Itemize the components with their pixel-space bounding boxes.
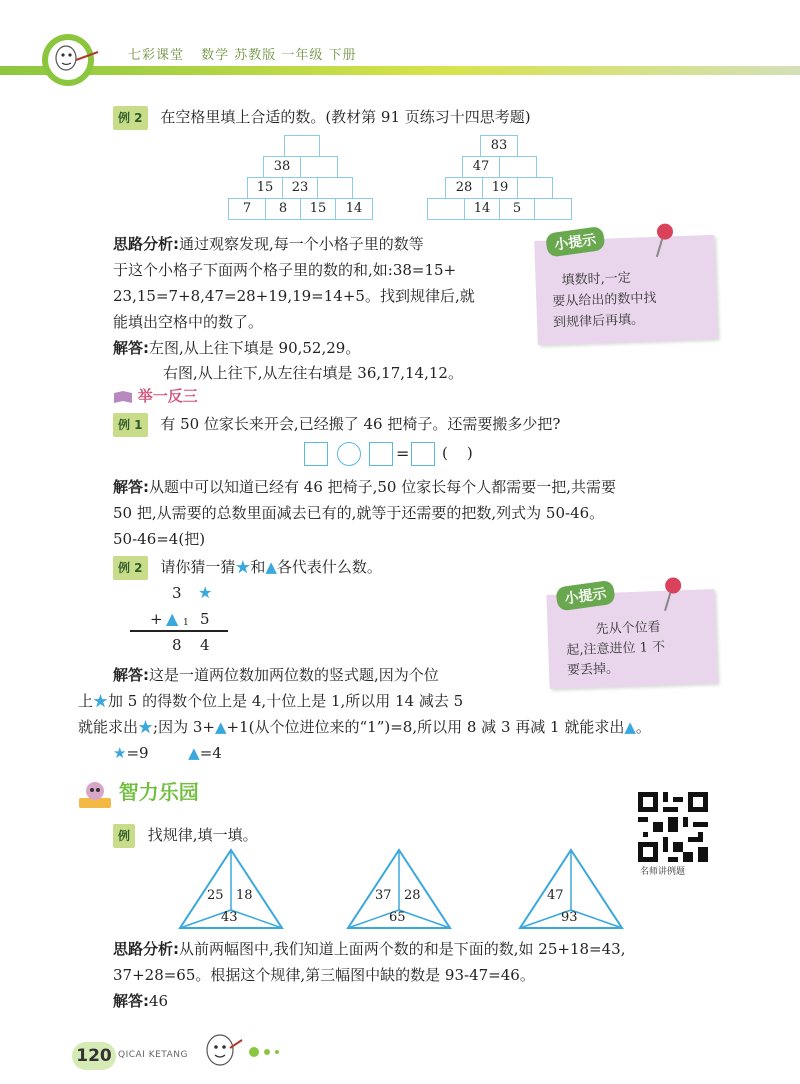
analysis-line: 37+28=65。根据这个规律,第三幅图中缺的数是 93-47=46。 xyxy=(113,966,535,984)
tip-title: 小提示 xyxy=(555,580,616,612)
answer-values xyxy=(113,742,222,764)
ex2b-prompt: 各代表什么数。 xyxy=(276,558,382,576)
answer-box[interactable] xyxy=(304,442,328,466)
pyramid-cell[interactable] xyxy=(300,156,338,178)
answer-line xyxy=(113,664,439,686)
star-icon: ★ xyxy=(235,558,251,576)
number-triangle xyxy=(178,848,284,930)
example-tag: 例 2 xyxy=(113,106,148,130)
pyramid-cell: 7 xyxy=(228,198,266,220)
pyramid-cell: 83 xyxy=(480,135,518,157)
answer-text: 上 xyxy=(78,692,94,710)
ex2b-prompt: 和 xyxy=(250,558,266,576)
pyramid-cell[interactable] xyxy=(284,135,320,157)
answer-box[interactable] xyxy=(369,442,393,466)
pyramid-cell: 47 xyxy=(462,156,500,178)
triangle-icon: ▲ xyxy=(188,744,200,762)
analysis-line xyxy=(113,938,625,960)
answer-line xyxy=(113,476,616,498)
pyramid-cell[interactable] xyxy=(499,156,537,178)
triangle-number: 28 xyxy=(404,888,421,903)
pyramid-cell: 19 xyxy=(482,177,518,199)
pyramid-cell[interactable] xyxy=(427,198,465,220)
pushpin-icon xyxy=(650,220,681,261)
triangle-number: 65 xyxy=(389,910,406,925)
answer-line: 右图,从上往下,从左往右填是 36,17,14,12。 xyxy=(163,364,463,382)
qr-code[interactable] xyxy=(638,792,708,862)
answer-text: 46 xyxy=(149,992,169,1010)
tip-line: 先从个位看 xyxy=(595,619,661,638)
calc-line xyxy=(130,630,228,632)
answer-text: 就能求出 xyxy=(78,718,139,736)
mascot-icon xyxy=(196,1024,286,1074)
triangle-number: 47 xyxy=(547,888,564,903)
star-value: =9 xyxy=(126,744,149,762)
answer-line xyxy=(78,716,651,738)
book-icon xyxy=(113,390,133,404)
pyramid-cell: 28 xyxy=(445,177,483,199)
ex2b-prompt: 请你猜一猜 xyxy=(160,558,236,576)
answer-text: 加 5 的得数个位上是 4,十位上是 1,所以用 14 减去 5 xyxy=(108,692,464,710)
example-tag: 例 1 xyxy=(113,413,148,437)
footer-brand: QICAI KETANG xyxy=(118,1050,188,1060)
triangle-number: 25 xyxy=(207,888,224,903)
operator-circle[interactable] xyxy=(337,442,361,466)
star-icon: ★ xyxy=(113,744,127,762)
answer-text: 从题中可以知道已经有 46 把椅子,50 位家长每个人都需要一把,共需要 xyxy=(149,478,617,496)
star-icon: ★ xyxy=(93,692,109,710)
reading-owl-icon xyxy=(76,780,114,810)
tip-note xyxy=(534,231,718,345)
tip-note xyxy=(546,585,717,689)
analysis-line: 能填出空格中的数了。 xyxy=(113,313,264,331)
answer-text: 这是一道两位数加两位数的竖式题,因为个位 xyxy=(149,666,439,684)
pyramid-cell: 15 xyxy=(300,198,336,220)
tip-line: 要丢掉。 xyxy=(566,661,620,679)
answer-line xyxy=(113,337,360,359)
triangle-number: 18 xyxy=(236,888,253,903)
header-bar xyxy=(0,0,800,86)
tip-line: 起,注意进位 1 不 xyxy=(566,639,666,659)
calc-digit: 4 xyxy=(200,636,210,654)
ex1-prompt-line xyxy=(113,413,560,437)
ex3-prompt: 找规律,填一填。 xyxy=(147,826,258,844)
answer-label: 解答: xyxy=(113,339,149,357)
pyramid-cell: 8 xyxy=(265,198,301,220)
pyramid-cell: 14 xyxy=(464,198,500,220)
tip-line: 要从给出的数中找 xyxy=(552,290,657,310)
number-triangle xyxy=(346,848,452,930)
triangle-icon: ▲ xyxy=(166,609,179,628)
plus-sign: + xyxy=(150,610,163,628)
pyramid-cell: 14 xyxy=(335,198,373,220)
number-triangle xyxy=(518,848,624,930)
star-icon: ★ xyxy=(198,583,213,602)
answer-text: ;因为 3+ xyxy=(153,718,215,736)
header-brand: 七彩课堂 xyxy=(128,48,185,63)
tip-line: 填数时,一定 xyxy=(561,270,631,289)
answer-text: +1(从个位进位来的“1”)=8,所以用 8 减 3 再减 1 就能求出 xyxy=(226,718,625,736)
answer-label: 解答: xyxy=(113,992,149,1010)
tip-title: 小提示 xyxy=(545,226,606,258)
equals-sign: = xyxy=(396,444,410,463)
pyramid-cell: 38 xyxy=(263,156,301,178)
section-title: 举一反三 xyxy=(137,387,198,405)
triangle-number: 37 xyxy=(375,888,392,903)
ex1-prompt: 有 50 位家长来开会,已经搬了 46 把椅子。还需要搬多少把? xyxy=(160,415,561,433)
answer-line xyxy=(78,690,463,712)
answer-box[interactable] xyxy=(411,442,435,466)
answer-line: 50-46=4(把) xyxy=(113,530,206,548)
unit-paren: ( ) xyxy=(442,444,473,462)
triangle-value: =4 xyxy=(199,744,222,762)
example2-prompt-line xyxy=(113,106,531,130)
answer-line xyxy=(113,990,168,1012)
triangle-icon: ▲ xyxy=(214,718,227,736)
analysis-label: 思路分析: xyxy=(113,940,179,958)
pyramid-cell: 5 xyxy=(499,198,535,220)
ex3-prompt-line xyxy=(113,824,258,848)
header-subject: 数学 苏教版 一年级 下册 xyxy=(201,48,357,63)
carry-digit: 1 xyxy=(183,618,189,628)
analysis-text: 通过观察发现,每一个小格子里的数等 xyxy=(179,235,424,253)
qr-caption: 名师讲例题 xyxy=(640,867,686,877)
pyramid-cell: 23 xyxy=(282,177,318,199)
pyramid-cell[interactable] xyxy=(534,198,572,220)
example2-prompt: 在空格里填上合适的数。(教材第 91 页练习十四思考题) xyxy=(160,108,531,126)
example-tag: 例 2 xyxy=(113,556,148,580)
triangle-number: 43 xyxy=(221,910,238,925)
section-zhili xyxy=(76,776,199,810)
pushpin-icon xyxy=(658,574,689,615)
pyramid-cell[interactable] xyxy=(517,177,553,199)
triangle-number: 93 xyxy=(561,910,578,925)
analysis-line xyxy=(113,233,424,255)
page-number: 120 xyxy=(72,1042,116,1070)
answer-label: 解答: xyxy=(113,666,149,684)
analysis-text: 从前两幅图中,我们知道上面两个数的和是下面的数,如 25+18=43, xyxy=(179,940,626,958)
analysis-label: 思路分析: xyxy=(113,235,179,253)
tip-line: 到规律后再填。 xyxy=(552,312,645,331)
answer-line: 50 把,从需要的总数里面减去已有的,就等于还需要的把数,列式为 50-46。 xyxy=(113,504,605,522)
pyramid-cell: 15 xyxy=(247,177,283,199)
section-juyi xyxy=(113,385,198,406)
star-icon: ★ xyxy=(138,718,154,736)
answer-label: 解答: xyxy=(113,478,149,496)
answer-text: 。 xyxy=(635,718,651,736)
triangle-icon: ▲ xyxy=(624,718,636,736)
section-title: 智力乐园 xyxy=(118,780,199,804)
answer-text: 左图,从上往下填是 90,52,29。 xyxy=(149,339,361,357)
analysis-line: 于这个小格子下面两个格子里的数的和,如:38=15+ xyxy=(113,261,457,279)
header-title xyxy=(128,44,369,63)
calc-digit: 3 xyxy=(172,584,182,602)
analysis-line: 23,15=7+8,47=28+19,19=14+5。找到规律后,就 xyxy=(113,287,475,305)
calc-digit: 5 xyxy=(200,610,210,628)
calc-digit: 8 xyxy=(172,636,182,654)
example-tag: 例 xyxy=(113,824,135,848)
triangle-icon: ▲ xyxy=(265,558,277,576)
pyramid-cell[interactable] xyxy=(317,177,353,199)
ex2b-prompt-line xyxy=(113,556,382,580)
